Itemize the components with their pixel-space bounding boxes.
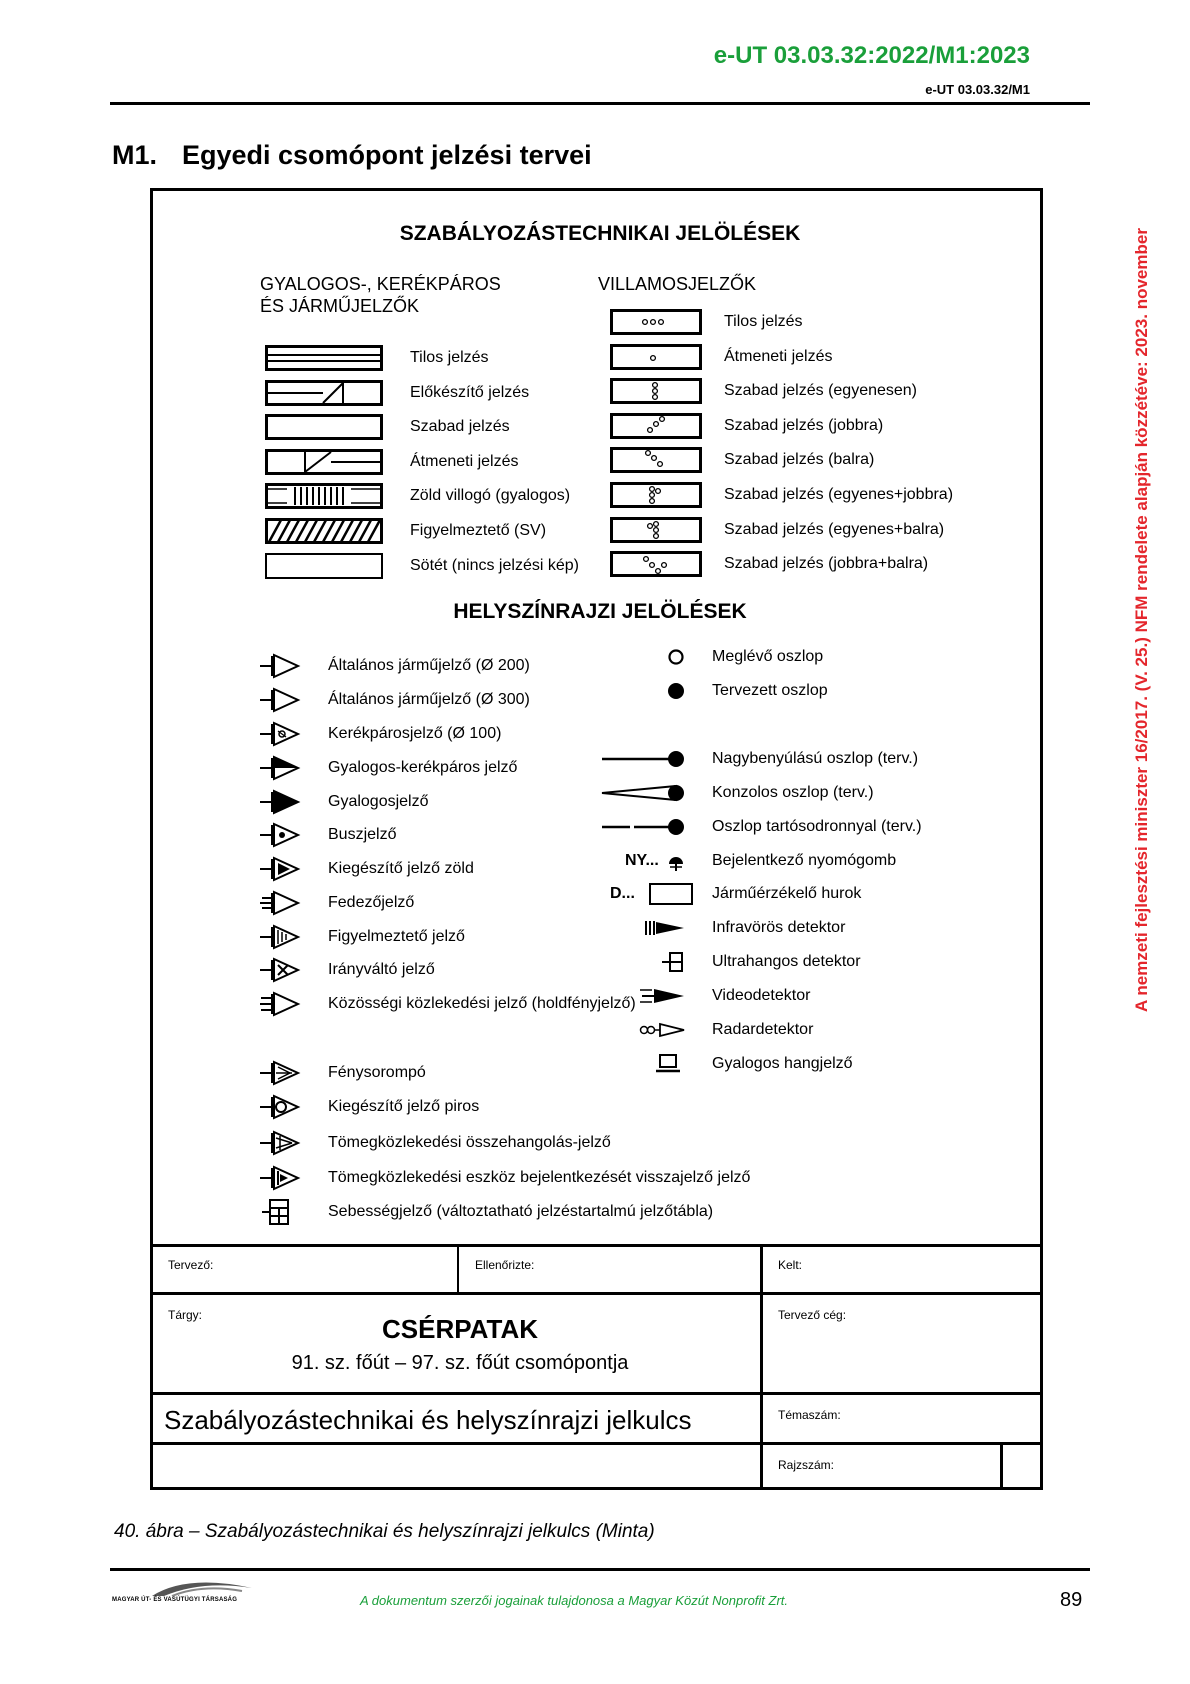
section-title: Egyedi csomópont jelzési tervei	[182, 140, 592, 170]
logo-text: MAGYAR ÚT- ÉS VASÚTÜGYI TÁRSASÁG	[112, 1597, 238, 1603]
title-block-divider-1	[457, 1244, 459, 1294]
date-label: Kelt:	[778, 1258, 803, 1272]
drawing-number-label: Rajzszám:	[778, 1458, 835, 1472]
tram-right-dots-icon	[610, 413, 702, 439]
legend-label: Szabad jelzés (jobbra)	[724, 416, 884, 434]
signal-public-transport-icon	[258, 989, 302, 1019]
existing-pole-icon	[600, 645, 696, 669]
legend-label: Zöld villogó (gyalogos)	[410, 487, 571, 505]
legend-label: Radardetektor	[712, 1021, 814, 1038]
legend-label: Videodetektor	[712, 987, 811, 1004]
legend-label: Gyalogosjelző	[328, 793, 429, 810]
legend-title: SZABÁLYOZÁSTECHNIKAI JELÖLÉSEK	[399, 222, 801, 245]
signal-plain-icon	[258, 651, 302, 681]
legend-label: Irányváltó jelző	[328, 961, 435, 978]
signal-feedback-icon	[258, 1163, 302, 1193]
signal-level-crossing-icon	[258, 1058, 302, 1088]
legend-label: Oszlop tartósodronnyal (terv.)	[712, 818, 922, 835]
vertical-stripes-icon	[265, 483, 383, 509]
legend-label: Tömegközlekedési összehangolás-jelző	[328, 1134, 611, 1151]
signal-red-aux-icon	[258, 1092, 302, 1122]
figure-caption: 40. ábra – Szabályozástechnikai és helyszínrajzi jelkulcs (Minta)	[114, 1521, 655, 1542]
legend-label: Szabad jelzés (egyenes+balra)	[724, 520, 945, 538]
signal-half-filled-icon	[258, 753, 302, 783]
subject-subtitle: 91. sz. főút – 97. sz. főút csomópontja	[291, 1352, 629, 1374]
legend-label: Kerékpárosjelző (Ø 100)	[328, 725, 502, 742]
legend-label: Szabad jelzés	[410, 418, 510, 436]
legend-label: Figyelmeztető (SV)	[410, 522, 547, 539]
tram-straight-left-dots-icon	[610, 517, 702, 543]
signal-coordination-icon	[258, 1128, 302, 1158]
diagonal-split-icon	[265, 380, 383, 406]
vehicle-heading-2: ÉS JÁRMŰJELZŐK	[260, 296, 420, 316]
cantilever-pole-icon	[600, 781, 696, 805]
legend-label: Fénysorompó	[328, 1064, 426, 1081]
speed-sign-icon	[258, 1197, 302, 1227]
legend-label: Ultrahangos detektor	[712, 953, 861, 970]
signal-bus-icon	[258, 820, 302, 850]
legend-label: Figyelmeztető jelző	[328, 928, 465, 945]
signal-filled-icon	[258, 787, 302, 817]
subject-title: CSÉRPATAK	[382, 1314, 538, 1344]
infrared-detector-icon	[600, 916, 696, 940]
tram-left-dots-icon	[610, 447, 702, 473]
thin-bar-icon	[265, 553, 383, 579]
ultrasonic-detector-icon	[600, 950, 696, 974]
subject-label: Tárgy:	[168, 1308, 203, 1322]
diagonal-bar-icon	[265, 449, 383, 475]
legend-label: Buszjelző	[328, 826, 397, 843]
copyright-notice: A dokumentum szerzői jogainak tulajdonosa a Magyar Közút Nonprofit Zrt.	[360, 1593, 789, 1608]
legend-label: Általános járműjelző (Ø 200)	[328, 657, 530, 674]
planned-pole-icon	[600, 679, 696, 703]
signal-bike-icon	[258, 719, 302, 749]
legend-label: Kiegészítő jelző piros	[328, 1098, 480, 1115]
equipment-prefix: D...	[610, 885, 635, 902]
topic-number-label: Témaszám:	[778, 1408, 841, 1422]
title-block-line-3	[150, 1392, 1043, 1395]
legend-label: Sebességjelző (változtatható jelzéstartalmú jelzőtábla)	[328, 1203, 714, 1220]
site-legend-title: HELYSZÍNRAJZI JELÖLÉSEK	[453, 600, 747, 623]
signal-direction-icon	[258, 955, 302, 985]
title-block-divider-3	[1000, 1442, 1003, 1490]
tram-straight-right-dots-icon	[610, 482, 702, 508]
section-number: M1.	[112, 140, 158, 170]
legend-label: Gyalogos-kerékpáros jelző	[328, 759, 518, 776]
legend-label: Szabad jelzés (egyenesen)	[724, 382, 918, 400]
legend-label: Gyalogos hangjelző	[712, 1055, 853, 1072]
legend-label: Előkészítő jelzés	[410, 383, 530, 401]
legend-label: Szabad jelzés (balra)	[724, 451, 875, 469]
legend-label: Tervezett oszlop	[712, 682, 828, 699]
hatched-bar-icon	[265, 518, 383, 544]
legend-label: Infravörös detektor	[712, 919, 846, 936]
checked-label: Ellenőrizte:	[475, 1258, 535, 1272]
title-block-top-line	[150, 1244, 1043, 1247]
pole-with-wire-icon	[600, 815, 696, 839]
double-bar-icon	[265, 345, 383, 371]
signal-green-aux-icon	[258, 854, 302, 884]
legend-label: Bejelentkező nyomógomb	[712, 852, 897, 869]
legend-label: Konzolos oszlop (terv.)	[712, 784, 874, 801]
title-block-line-2	[150, 1292, 1043, 1295]
title-block-divider-2	[760, 1244, 763, 1490]
key-title: Szabályozástechnikai és helyszínrajzi jelkulcs	[164, 1405, 692, 1435]
vehicle-heading-1: GYALOGOS-, KERÉKPÁROS	[260, 274, 501, 294]
page-number: 89	[1060, 1589, 1083, 1611]
header-rule	[110, 102, 1090, 105]
legend-label: Járműérzékelő hurok	[712, 885, 862, 902]
legend-label: Általános járműjelző (Ø 300)	[328, 691, 530, 708]
designer-label: Tervező:	[168, 1258, 214, 1272]
tram-single-dot-icon	[610, 344, 702, 370]
tram-left-right-dots-icon	[610, 551, 702, 577]
legend-label: Szabad jelzés (egyenes+jobbra)	[724, 486, 954, 503]
document-sub-id: e-UT 03.03.32/M1	[925, 82, 1030, 97]
equipment-prefix: NY...	[625, 852, 659, 869]
design-firm-label: Tervező cég:	[778, 1308, 847, 1322]
legend-label: Szabad jelzés (jobbra+balra)	[724, 555, 929, 573]
legend-label: Kiegészítő jelző zöld	[328, 860, 474, 877]
footer-rule	[110, 1568, 1090, 1571]
legend-label: Tilos jelzés	[724, 313, 803, 330]
tram-vertical-dots-icon	[610, 378, 702, 404]
tram-horizontal-dots-icon	[610, 309, 702, 335]
legend-label: Átmeneti jelzés	[724, 347, 833, 365]
pedestrian-sound-icon	[600, 1052, 696, 1076]
signal-cover-icon	[258, 888, 302, 918]
video-detector-icon	[600, 984, 696, 1008]
signal-dot-icon	[258, 685, 302, 715]
document-id: e-UT 03.03.32:2022/M1:2023	[713, 42, 1030, 69]
publication-note-text: A nemzeti fejlesztési miniszter 16/2017. (V. 25.) NFM rendelete alapján közzétéve: 2023. november	[1132, 228, 1151, 1012]
long-arm-pole-icon	[600, 747, 696, 771]
radar-detector-icon	[600, 1018, 696, 1042]
legend-label: Tilos jelzés	[410, 349, 489, 366]
legend-label: Átmeneti jelzés	[410, 452, 519, 470]
section-heading	[112, 140, 592, 171]
legend-label: Meglévő oszlop	[712, 648, 824, 665]
title-block-line-4	[150, 1442, 1043, 1445]
signal-warning-icon	[258, 922, 302, 952]
legend-label: Közösségi közlekedési jelző (holdfényjelző)	[328, 995, 636, 1012]
legend-label: Tömegközlekedési eszköz bejelentkezését visszajelző jelző	[328, 1169, 751, 1186]
tram-heading: VILLAMOSJELZŐK	[598, 274, 757, 294]
legend-label: Sötét (nincs jelzési kép)	[410, 556, 579, 574]
empty-bar-icon	[265, 414, 383, 440]
legend-label: Fedezőjelző	[328, 894, 415, 911]
legend-label: Nagybenyúlású oszlop (terv.)	[712, 750, 919, 767]
